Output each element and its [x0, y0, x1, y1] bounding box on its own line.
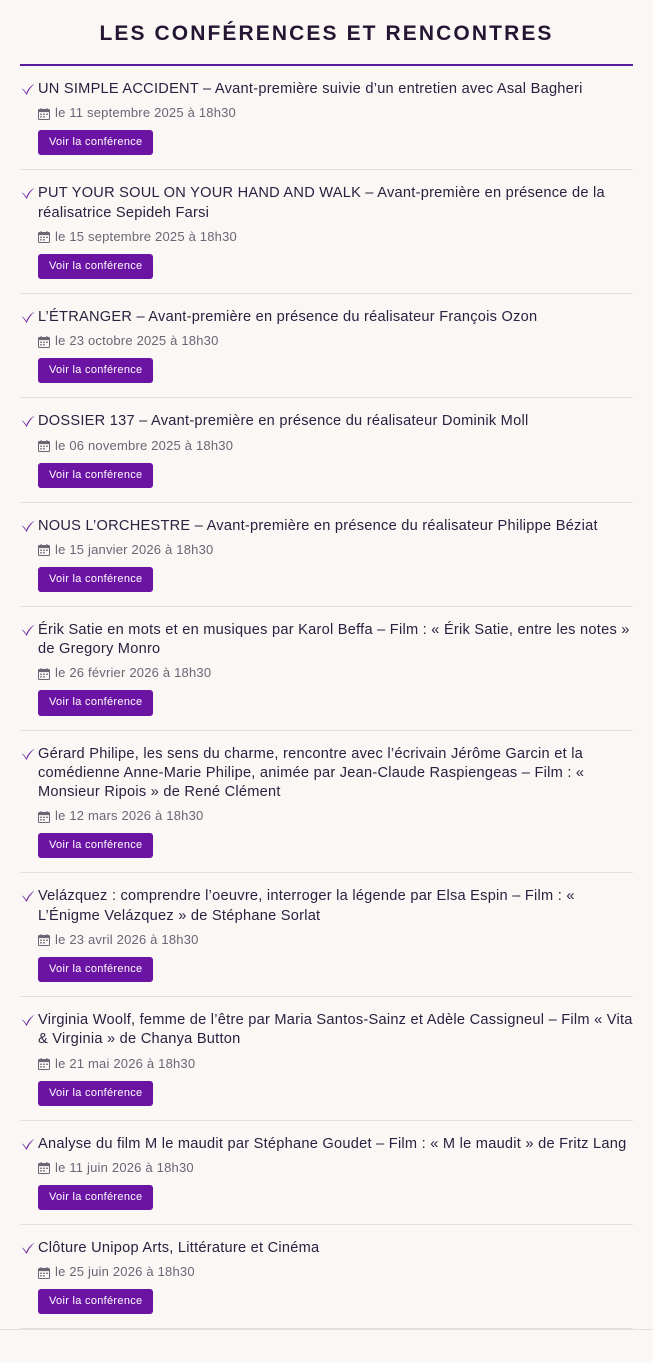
list-item: [20, 607, 633, 731]
conference-date-row: [38, 932, 633, 947]
conference-date-row: [38, 105, 633, 120]
conference-title: PUT YOUR SOUL ON YOUR HAND AND WALK – Avant-première en présence de la réalisatrice Sepideh Farsi: [38, 185, 605, 221]
conference-title: Clôture Unipop Arts, Littérature et Cinéma: [38, 1239, 320, 1256]
list-item: [20, 873, 633, 997]
check-icon: [20, 414, 38, 430]
conference-title: Velázquez : comprendre l’oeuvre, interroger la légende par Elsa Espin – Film : « L’Énigme Velázquez » de Stéphane Sorlat: [38, 888, 575, 924]
conference-date-row: [38, 438, 633, 453]
conference-title: Virginia Woolf, femme de l’être par Maria Santos-Sainz et Adèle Cassigneul – Film « Vita & Virginia » de Chanya Button: [38, 1012, 633, 1048]
list-item: [20, 294, 633, 398]
view-conference-button[interactable]: Voir la conférence: [38, 463, 153, 488]
conference-title: DOSSIER 137 – Avant-première en présence du réalisateur Dominik Moll: [38, 413, 529, 430]
check-icon: [20, 186, 38, 202]
calendar-icon: [38, 108, 50, 120]
view-conference-button[interactable]: Voir la conférence: [38, 358, 153, 383]
check-icon: [20, 1137, 38, 1153]
conference-date-row: [38, 1160, 633, 1175]
calendar-icon: [38, 934, 50, 946]
list-item: [20, 1225, 633, 1329]
check-icon: [20, 623, 38, 639]
calendar-icon: [38, 668, 50, 680]
list-item: [20, 170, 633, 294]
conference-title: L’ÉTRANGER – Avant-première en présence du réalisateur François Ozon: [38, 308, 538, 325]
conference-date-row: [38, 808, 633, 823]
calendar-icon: [38, 440, 50, 452]
conference-title: NOUS L’ORCHESTRE – Avant-première en présence du réalisateur Philippe Béziat: [38, 517, 598, 534]
conference-list: [0, 66, 653, 1329]
list-item: [20, 731, 633, 874]
conference-date: le 06 novembre 2025 à 18h30: [55, 437, 234, 453]
view-conference-button[interactable]: Voir la conférence: [38, 130, 153, 155]
conference-title: Analyse du film M le maudit par Stéphane Goudet – Film : « M le maudit » de Fritz Lang: [38, 1135, 627, 1152]
list-item: [20, 398, 633, 502]
conference-date: le 15 septembre 2025 à 18h30: [55, 228, 237, 244]
calendar-icon: [38, 1267, 50, 1279]
check-icon: [20, 747, 38, 763]
list-item: [20, 66, 633, 170]
conference-date: le 25 juin 2026 à 18h30: [55, 1264, 195, 1280]
check-icon: [20, 889, 38, 905]
view-conference-button[interactable]: Voir la conférence: [38, 957, 153, 982]
view-conference-button[interactable]: Voir la conférence: [38, 1081, 153, 1106]
conference-date: le 23 octobre 2025 à 18h30: [55, 333, 219, 349]
conference-date-row: [38, 665, 633, 680]
check-icon: [20, 310, 38, 326]
conference-date: le 11 juin 2026 à 18h30: [55, 1159, 194, 1175]
view-conference-button[interactable]: Voir la conférence: [38, 690, 153, 715]
conference-date: le 12 mars 2026 à 18h30: [55, 808, 204, 824]
calendar-icon: [38, 231, 50, 243]
conference-date-row: [38, 333, 633, 348]
conference-date: le 15 janvier 2026 à 18h30: [55, 541, 214, 557]
check-icon: [20, 82, 38, 98]
calendar-icon: [38, 1058, 50, 1070]
conference-date-row: [38, 1264, 633, 1279]
view-conference-button[interactable]: Voir la conférence: [38, 254, 153, 279]
list-item: [20, 997, 633, 1121]
conference-date: le 21 mai 2026 à 18h30: [55, 1055, 196, 1071]
check-icon: [20, 519, 38, 535]
check-icon: [20, 1013, 38, 1029]
conference-date: le 23 avril 2026 à 18h30: [55, 931, 199, 947]
conference-date: le 11 septembre 2025 à 18h30: [55, 105, 236, 121]
conference-date: le 26 février 2026 à 18h30: [55, 665, 212, 681]
view-conference-button[interactable]: Voir la conférence: [38, 1289, 153, 1314]
conference-date-row: [38, 229, 633, 244]
calendar-icon: [38, 544, 50, 556]
check-icon: [20, 1241, 38, 1257]
conference-date-row: [38, 1056, 633, 1071]
calendar-icon: [38, 336, 50, 348]
view-conference-button[interactable]: Voir la conférence: [38, 833, 153, 858]
calendar-icon: [38, 811, 50, 823]
list-item: [20, 1121, 633, 1225]
list-item: [20, 503, 633, 607]
conference-title: Gérard Philipe, les sens du charme, rencontre avec l’écrivain Jérôme Garcin et la comédienne Anne-Marie Philipe, animée par Jean-Claude Raspiengeas – Film : « Monsieur Ripois » de René Clément: [38, 745, 585, 801]
view-conference-button[interactable]: Voir la conférence: [38, 1185, 153, 1210]
conference-title: Érik Satie en mots et en musiques par Karol Beffa – Film : « Érik Satie, entre les notes » de Gregory Monro: [38, 621, 630, 658]
page-title: LES CONFÉRENCES ET RENCONTRES: [99, 22, 554, 45]
view-conference-button[interactable]: Voir la conférence: [38, 567, 153, 592]
page-footer-strip: [0, 1329, 653, 1363]
calendar-icon: [38, 1162, 50, 1174]
conference-title: UN SIMPLE ACCIDENT – Avant-première suivie d’un entretien avec Asal Bagheri: [38, 81, 583, 97]
conference-date-row: [38, 542, 633, 557]
